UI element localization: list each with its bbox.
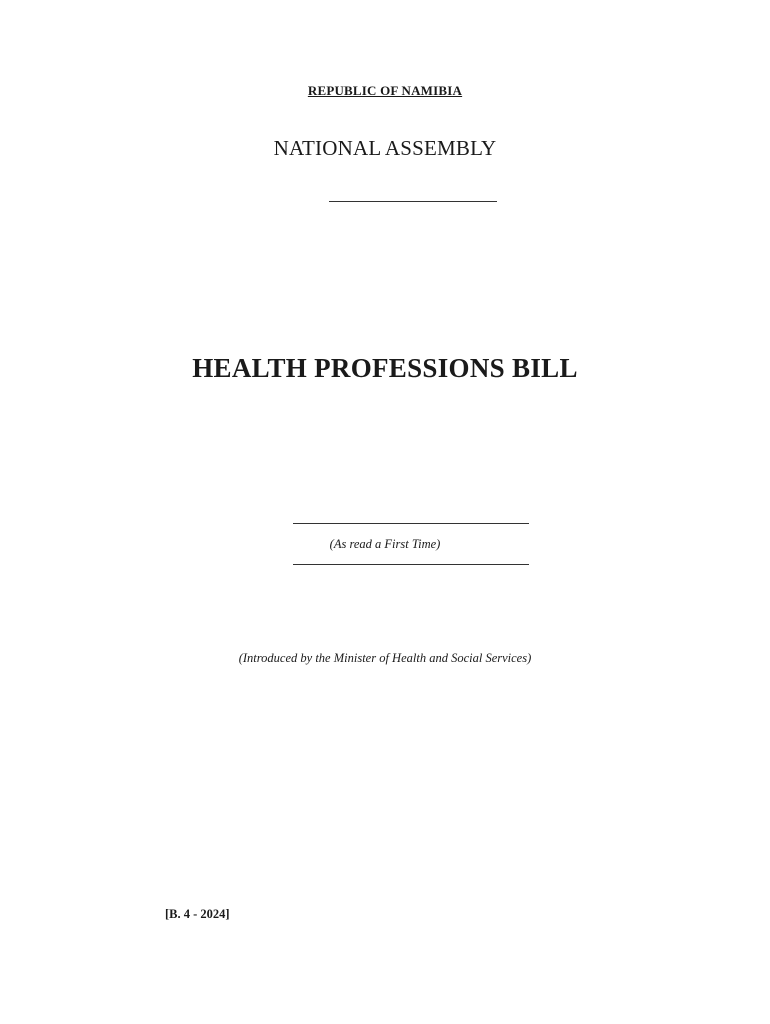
introduced-by: (Introduced by the Minister of Health and Social Services) <box>238 651 532 665</box>
republic-heading: REPUBLIC OF NAMIBIA <box>307 83 463 98</box>
assembly-heading: NATIONAL ASSEMBLY <box>273 136 497 160</box>
header-divider <box>329 201 497 202</box>
bill-number: [B. 4 - 2024] <box>165 907 230 921</box>
bill-title: HEALTH PROFESSIONS BILL <box>192 353 578 383</box>
reading-bottom-divider <box>293 564 529 565</box>
reading-status: (As read a First Time) <box>329 537 441 551</box>
reading-top-divider <box>293 523 529 524</box>
